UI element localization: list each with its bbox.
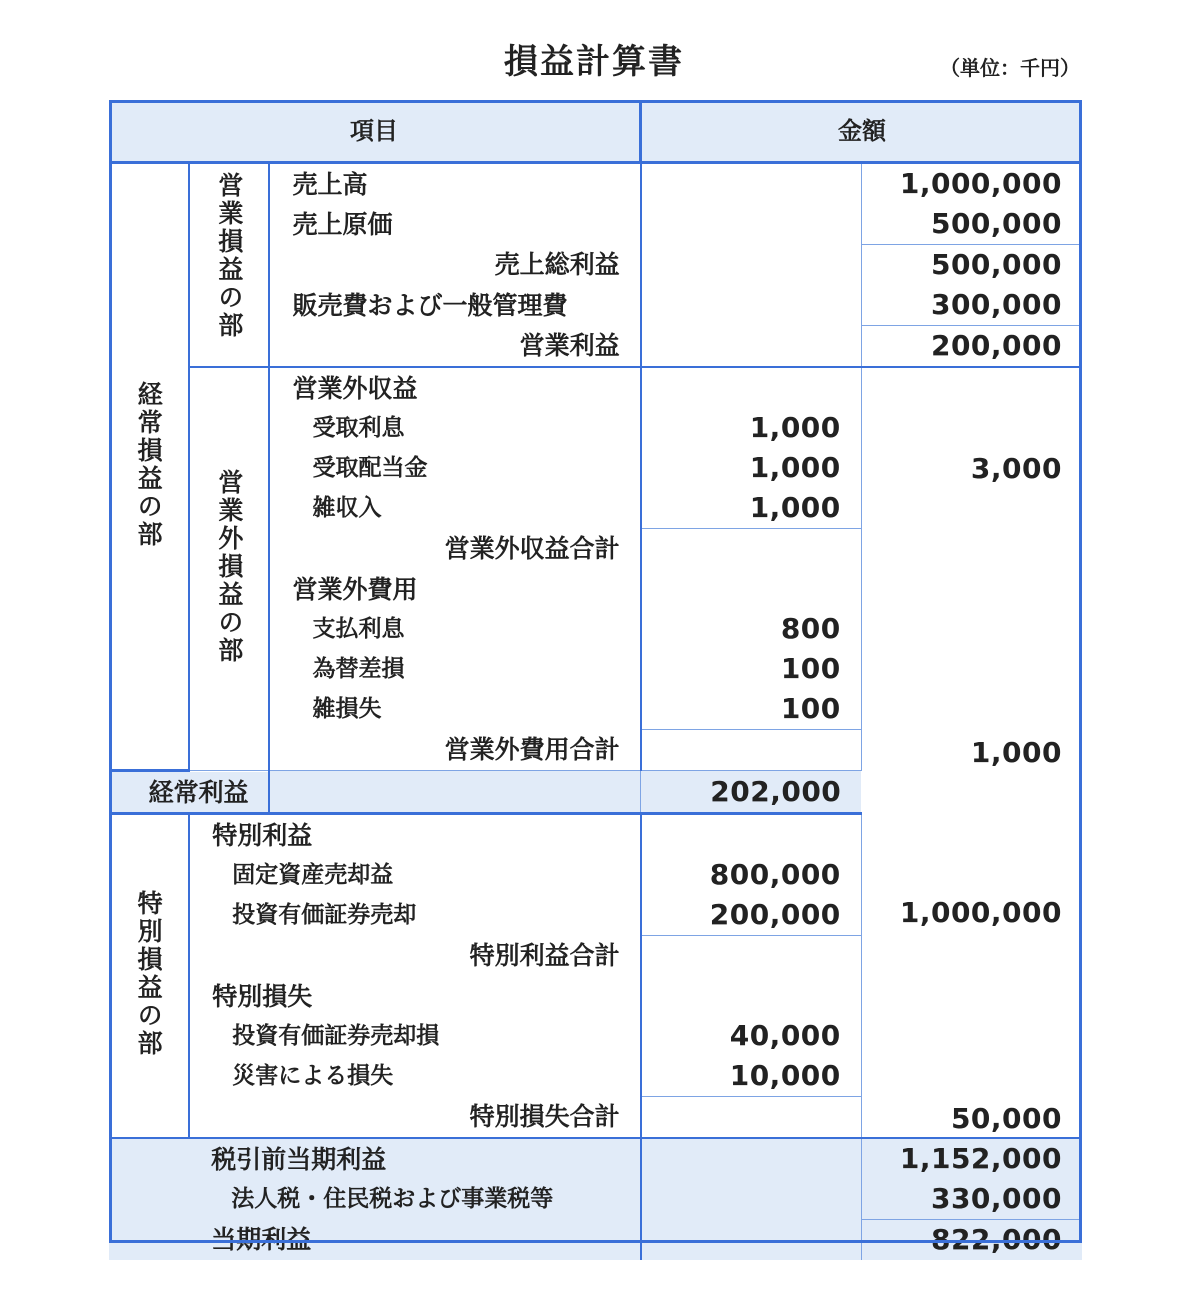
fixed-asset-gain-value: 800,000 <box>641 855 862 895</box>
taxes-value: 330,000 <box>861 1179 1082 1220</box>
net-income-value: 822,000 <box>861 1220 1082 1261</box>
ordinary-income-label: 経常利益 <box>109 771 269 814</box>
extra-gain-total-label: 特別利益合計 <box>469 941 620 971</box>
extra-loss-total-label: 特別損失合計 <box>189 1097 640 1139</box>
sales-value: 1,000,000 <box>899 167 1062 200</box>
table-row <box>109 367 1082 408</box>
page-title: 損益計算書 <box>504 42 684 82</box>
table-row <box>109 163 1082 205</box>
income-statement-table <box>109 100 1082 1260</box>
gross-profit-label: 売上総利益 <box>494 250 620 280</box>
pretax-income-value: 1,152,000 <box>861 1138 1082 1179</box>
disaster-loss-label: 災害による損失 <box>232 1062 394 1089</box>
misc-loss-label: 雑損失 <box>312 695 382 722</box>
extra-loss-total-value: 50,000 <box>861 976 1082 1138</box>
section-extraordinary: 特別損益の部 <box>109 814 189 1139</box>
operating-income-label: 営業利益 <box>269 326 640 368</box>
gross-profit-value: 500,000 <box>930 248 1062 281</box>
interest-received-label: 受取利息 <box>312 414 405 441</box>
ordinary-income-value: 202,000 <box>641 771 862 814</box>
table-row <box>109 1179 1082 1220</box>
sales-label: 売上高 <box>292 169 368 199</box>
interest-received-value: 1,000 <box>641 408 862 448</box>
non-op-expense-total-label: 営業外費用合計 <box>444 735 620 765</box>
extra-gain-total-value: 1,000,000 <box>899 895 1062 929</box>
pretax-income-label: 税引前当期利益 <box>189 1138 640 1179</box>
net-income-label: 当期利益 <box>189 1220 640 1261</box>
securities-loss-label: 投資有価証券売却損 <box>232 1022 440 1049</box>
fixed-asset-gain-label: 固定資産売却益 <box>232 861 394 888</box>
table-row <box>109 1138 1082 1179</box>
section-operating: 営業損益の部 <box>189 163 269 368</box>
sga-value: 300,000 <box>861 285 1082 326</box>
fx-loss-label: 為替差損 <box>312 655 405 682</box>
taxes-label: 法人税・住民税および事業税等 <box>189 1179 640 1220</box>
sga-label: 販売費および一般管理費 <box>292 290 568 320</box>
non-op-expense-total-value: 1,000 <box>970 735 1062 769</box>
table-row <box>109 771 1082 814</box>
misc-income-value: 1,000 <box>641 488 862 529</box>
extra-gain-head: 特別利益 <box>212 820 313 850</box>
table-row <box>109 814 1082 856</box>
misc-income-label: 雑収入 <box>312 494 382 521</box>
dividends-value: 1,000 <box>641 448 862 488</box>
section-ordinary: 経常損益の部 <box>109 163 189 771</box>
cogs-label: 売上原価 <box>292 209 393 239</box>
disaster-loss-value: 10,000 <box>641 1056 862 1097</box>
operating-income-value: 200,000 <box>861 326 1082 368</box>
non-op-income-total-label: 営業外収益合計 <box>444 534 620 564</box>
interest-paid-label: 支払利息 <box>312 615 405 642</box>
table-row <box>109 976 1082 1016</box>
securities-gain-label: 投資有価証券売却 <box>232 901 417 928</box>
extra-loss-head: 特別損失 <box>212 981 313 1011</box>
header-item: 項目 <box>109 100 641 163</box>
securities-loss-value: 40,000 <box>641 1016 862 1056</box>
non-op-income-total-value: 3,000 <box>970 451 1062 485</box>
header-amount: 金額 <box>641 100 1082 163</box>
misc-loss-value: 100 <box>641 689 862 730</box>
non-op-expense-head: 営業外費用 <box>292 574 418 604</box>
non-op-income-head: 営業外収益 <box>292 373 418 403</box>
section-non-operating: 営業外損益の部 <box>189 367 269 771</box>
securities-gain-value: 200,000 <box>641 895 862 936</box>
table-header <box>109 100 1082 163</box>
unit-label: （単位：千円） <box>940 56 1080 80</box>
cogs-value: 500,000 <box>861 204 1082 245</box>
interest-paid-value: 800 <box>641 609 862 649</box>
dividends-label: 受取配当金 <box>312 454 428 481</box>
fx-loss-value: 100 <box>641 649 862 689</box>
table-row <box>109 1220 1082 1261</box>
